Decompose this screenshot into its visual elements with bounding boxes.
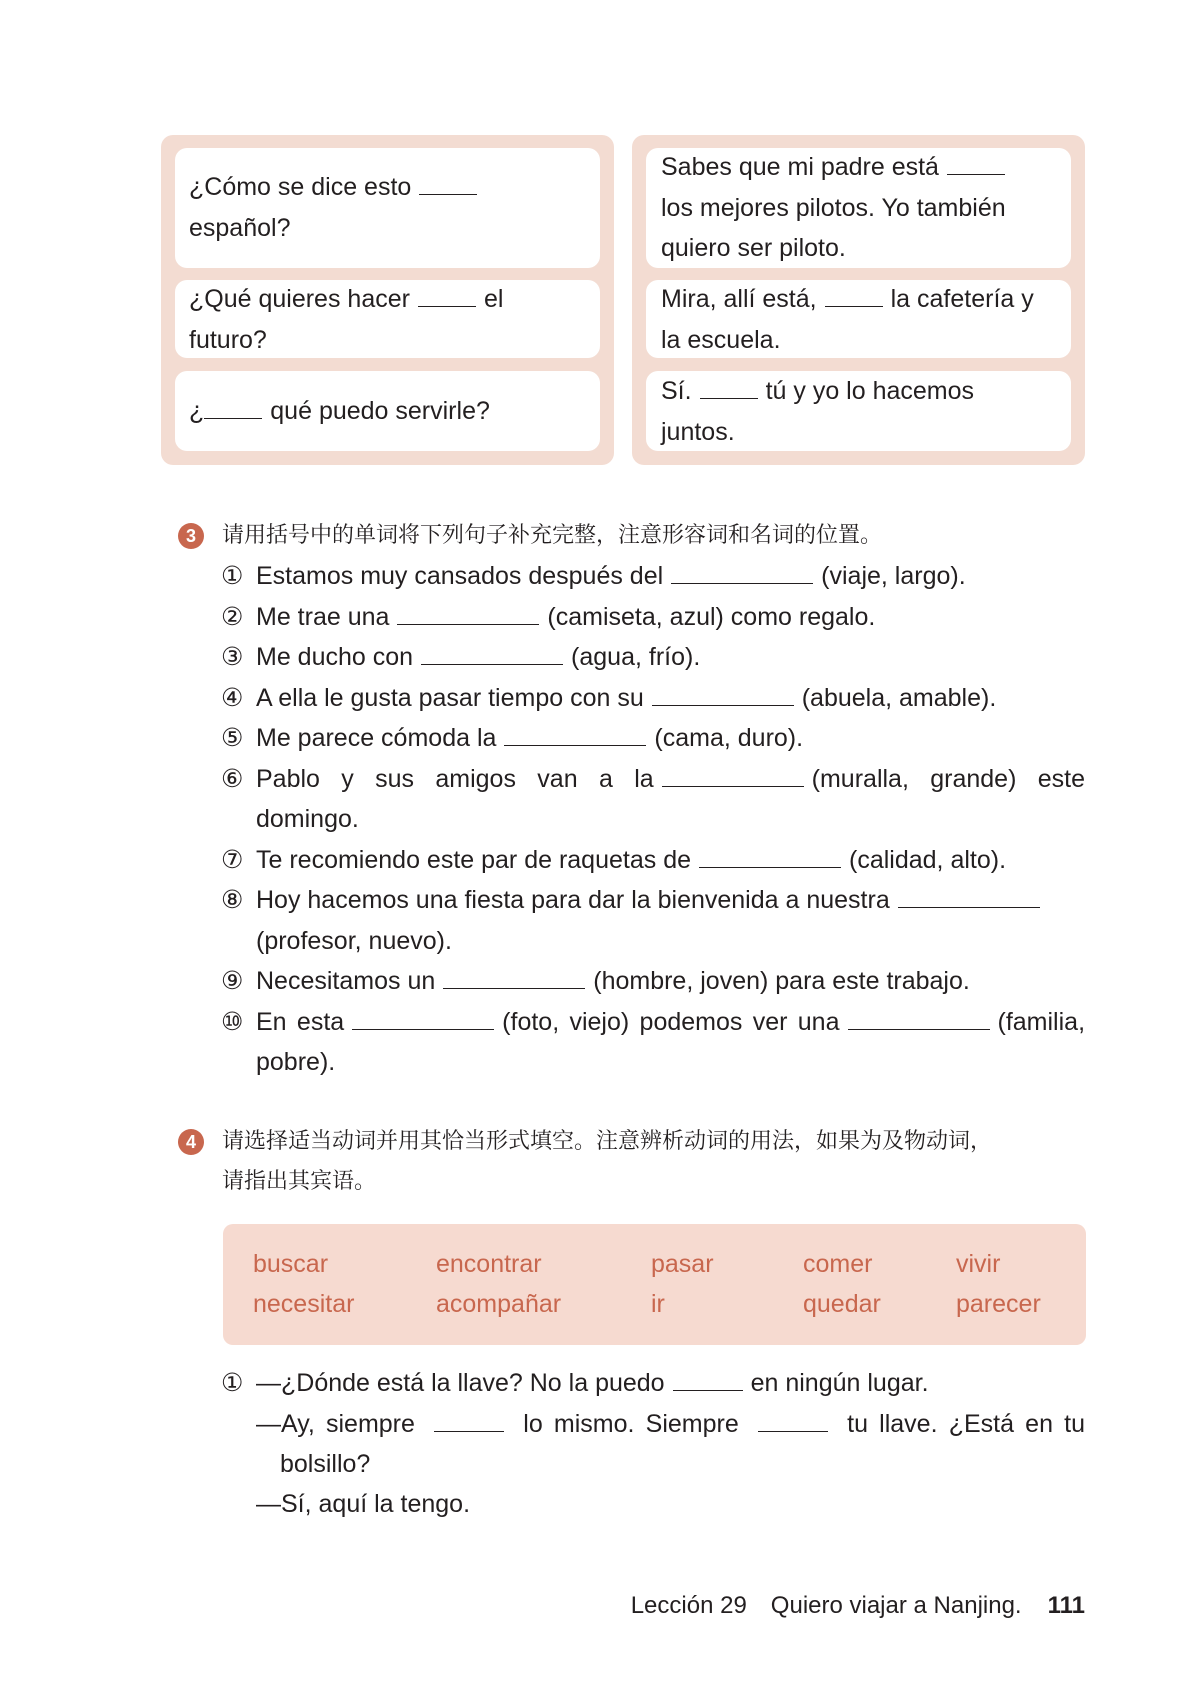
exercise-item-line: En esta (foto, viejo) podemos ver una (familia,: [256, 1007, 1086, 1036]
blank: [443, 966, 585, 989]
item-number: ⑧: [221, 886, 244, 914]
card-text: Mira, allí está, la cafetería y: [661, 285, 1034, 313]
word-bank-item: buscar: [253, 1250, 329, 1278]
blank: [825, 284, 883, 307]
exercise-number-badge: 3: [178, 523, 204, 549]
exercise-item-line: [221, 885, 243, 915]
blank: [418, 284, 476, 307]
lesson-number: Lección 29: [630, 1592, 747, 1619]
blank: [699, 845, 841, 868]
card-text: los mejores pilotos. Yo también: [661, 194, 1006, 222]
card-text: ¿ qué puedo servirle?: [189, 397, 490, 425]
card-text: Sabes que mi padre está: [661, 152, 1013, 182]
blank: [848, 1007, 990, 1030]
item-number: ①: [221, 1369, 244, 1397]
exercise-item-line: [221, 642, 243, 672]
exercise-item-line: [221, 1007, 243, 1037]
item-number: ①: [221, 562, 244, 590]
word-bank-item: pasar: [651, 1250, 714, 1278]
item-number: ④: [221, 683, 244, 712]
exercise-item-line: pobre).: [256, 1048, 336, 1076]
exercise-item-line: domingo.: [256, 805, 359, 833]
card-text: español?: [189, 214, 291, 242]
card-text: futuro?: [189, 326, 267, 354]
exercise-item-line: Me trae una (camiseta, azul) como regalo.: [256, 602, 876, 631]
card-text: quiero ser piloto.: [661, 234, 846, 262]
card-text: juntos.: [661, 418, 735, 446]
word-bank-item: ir: [651, 1290, 665, 1318]
exercise-instruction: 请选择适当动词并用其恰当形式填空。注意辨析动词的用法，如果为及物动词，: [222, 1129, 993, 1154]
exercise-item-line: A ella le gusta pasar tiempo con su (abuela, amable).: [256, 683, 997, 712]
exercise-item-line: Estamos muy cansados después del (viaje, largo).: [256, 562, 966, 590]
exercise-item-line: [221, 723, 243, 753]
exercise-item-line: [221, 966, 243, 996]
exercise-item-line: Te recomiendo este par de raquetas de (calidad, alto).: [256, 845, 1007, 874]
dialogue-line: —¿Dónde está la llave? No la puedo en ningún lugar.: [256, 1369, 929, 1397]
blank: [652, 683, 794, 706]
card-text: ¿Cómo se dice esto: [189, 172, 485, 202]
blank: [700, 376, 758, 399]
blank: [434, 1409, 504, 1432]
blank: [898, 885, 1040, 908]
word-bank-item: acompañar: [436, 1290, 562, 1318]
item-number: ②: [221, 602, 244, 631]
page-number: 111: [1047, 1592, 1085, 1619]
item-number: ⑤: [221, 724, 244, 752]
exercise-instruction: 请用括号中的单词将下列句子补充完整，注意形容词和名词的位置。: [222, 523, 883, 548]
item-number: ⑨: [221, 967, 244, 995]
blank: [947, 152, 1005, 175]
blank: [671, 561, 813, 584]
blank: [662, 764, 804, 787]
word-bank-item: comer: [803, 1250, 873, 1278]
exercise-item-line: [221, 845, 243, 875]
blank: [397, 602, 539, 625]
blank: [352, 1007, 494, 1030]
exercise-item-line: Me ducho con (agua, frío).: [256, 643, 701, 671]
item-number: ③: [221, 643, 244, 671]
exercise-instruction: 请指出其宾语。: [222, 1169, 377, 1194]
exercise-item-line: [221, 561, 243, 591]
lesson-title: Quiero viajar a Nanjing.: [770, 1592, 1022, 1619]
blank: [673, 1368, 743, 1391]
word-bank-item: vivir: [956, 1250, 1001, 1278]
word-bank-item: quedar: [803, 1290, 881, 1318]
exercise-item-line: Necesitamos un (hombre, joven) para este trabajo.: [256, 967, 970, 995]
dialogue-line: bolsillo?: [280, 1450, 371, 1478]
blank: [758, 1409, 828, 1432]
word-bank-item: encontrar: [436, 1250, 542, 1278]
item-number: ⑥: [221, 764, 244, 793]
blank: [204, 396, 262, 419]
exercise-item-line: Hoy hacemos una fiesta para dar la bienvenida a nuestra: [256, 885, 1048, 915]
page-footer: [631, 1591, 1085, 1621]
item-number: ⑦: [221, 845, 244, 874]
card-text: Sí. tú y yo lo hacemos: [661, 377, 975, 405]
word-bank-item: parecer: [956, 1290, 1041, 1318]
card-text: la escuela.: [661, 326, 781, 354]
exercise-item-line: [221, 683, 243, 713]
exercise-item-line: [221, 602, 243, 632]
dialogue-line: —Sí, aquí la tengo.: [256, 1490, 471, 1518]
exercise-item-line: (profesor, nuevo).: [256, 926, 452, 955]
dialogue-line: —Ay, siempre lo mismo. Siempre tu llave. ¿Está en tu: [256, 1410, 1086, 1438]
exercise-item-line: Me parece cómoda la (cama, duro).: [256, 724, 804, 752]
word-bank-item: necesitar: [253, 1290, 355, 1318]
exercise-number-badge: 4: [178, 1129, 204, 1155]
word-bank: [223, 1224, 1086, 1345]
item-number: ⑩: [221, 1007, 244, 1036]
card-text: ¿Qué quieres hacer el: [189, 285, 504, 313]
exercise-item-line: [221, 764, 243, 794]
blank: [421, 642, 563, 665]
exercise-item-line: Pablo y sus amigos van a la (muralla, grande) este: [256, 764, 1086, 793]
blank: [504, 723, 646, 746]
blank: [419, 172, 477, 195]
card-left-1: [175, 148, 600, 268]
